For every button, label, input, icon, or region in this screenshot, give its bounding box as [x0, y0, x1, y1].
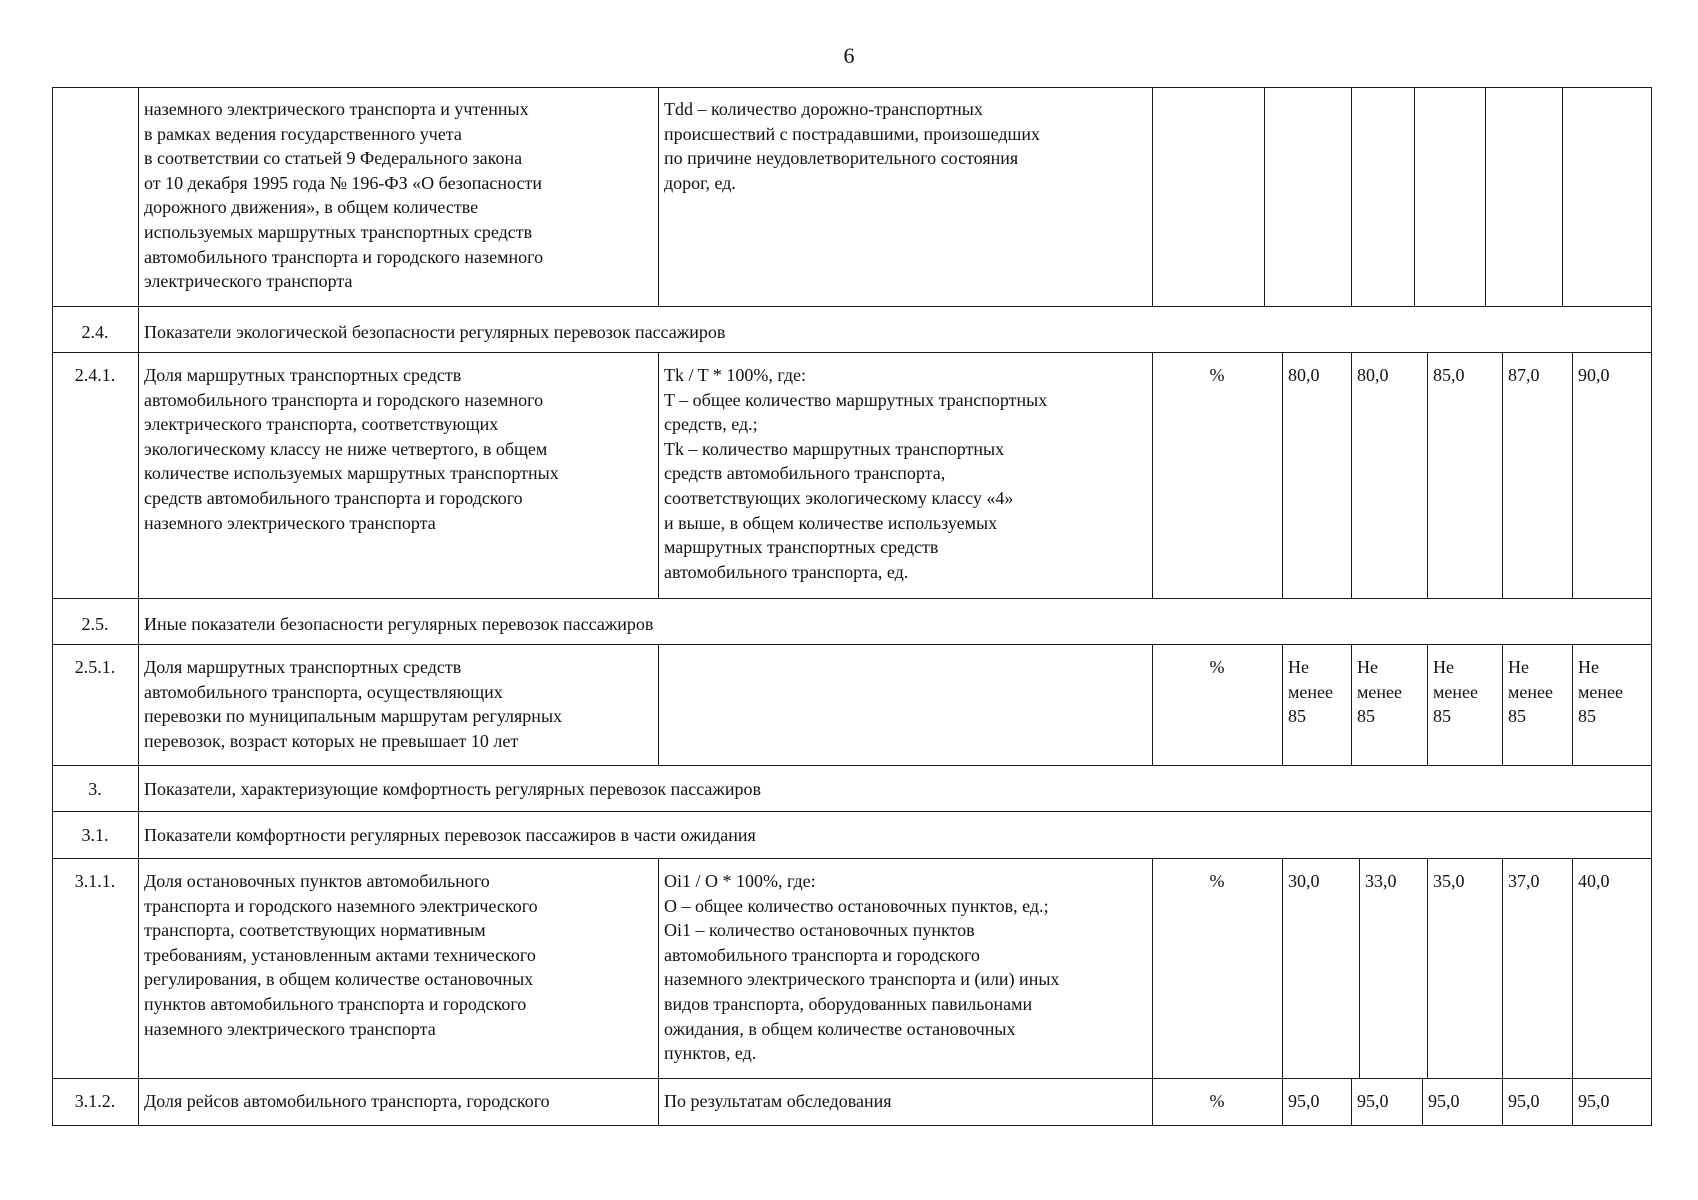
table-rule: [52, 644, 1652, 645]
value-cell: Не менее 85: [1508, 657, 1553, 727]
row-number: 3.: [88, 779, 102, 799]
value-cell: 30,0: [1288, 871, 1320, 891]
row-number: 2.5.1.: [74, 657, 116, 677]
value-cell: 95,0: [1508, 1091, 1540, 1111]
table-rule: [1427, 644, 1428, 765]
table-rule: [1502, 352, 1503, 598]
table-rule: [1572, 858, 1573, 1078]
unit: %: [1209, 1091, 1225, 1111]
value-cell: 95,0: [1428, 1091, 1460, 1111]
indicator-name: Доля остановочных пунктов автомобильного транспорта и городского наземного электрического транспорта, соответствующих нормативным требованиям, установленным актами технического регулирования, в общем количестве остановочных пунктов автомобильного транспорта и городского наземного электрического транспорта: [144, 871, 538, 1039]
table-rule: [1351, 644, 1352, 765]
row-number: 2.4.: [81, 322, 109, 342]
table-rule: [52, 87, 1652, 88]
row-number: 2.4.1.: [74, 365, 116, 385]
table-rule: [1351, 352, 1352, 598]
value-cell: 87,0: [1508, 365, 1540, 385]
table-rule: [1562, 87, 1563, 306]
indicator-name: наземного электрического транспорта и учтенных в рамках ведения государственного учета в соответствии со статьей 9 Федерального закона от 10 декабря 1995 года № 196-ФЗ «О безопасности дорожного движения», в общем количестве используемых маршрутных транспортных средств автомобильного транспорта и городского наземного электрического транспорта: [144, 99, 544, 292]
table-rule: [52, 1125, 1652, 1126]
table-rule: [1651, 87, 1652, 1126]
table-rule: [1264, 87, 1265, 306]
calculation-method: Tdd – количество дорожно-транспортных происшествий с пострадавшими, произошедших по причине неудовлетворительного состояния дорог, ед.: [664, 99, 1041, 193]
calculation-method: По результатам обследования: [664, 1091, 892, 1111]
table-rule: [1572, 1078, 1573, 1125]
table-rule: [1427, 858, 1428, 1078]
table-rule: [658, 1078, 659, 1125]
value-cell: 37,0: [1508, 871, 1540, 891]
section-title: Показатели, характеризующие комфортность регулярных перевозок пассажиров: [144, 779, 761, 799]
table-rule: [1502, 1078, 1503, 1125]
table-rule: [52, 811, 1652, 812]
value-cell: Не менее 85: [1578, 657, 1623, 727]
table-rule: [1152, 87, 1153, 306]
table-rule: [1572, 352, 1573, 598]
unit: %: [1209, 871, 1225, 891]
table-rule: [52, 87, 53, 1126]
table-rule: [52, 352, 1652, 353]
table-rule: [1282, 352, 1283, 598]
table-rule: [658, 644, 659, 765]
row-number: 3.1.1.: [74, 871, 116, 891]
table-rule: [1427, 352, 1428, 598]
value-cell: 80,0: [1357, 365, 1389, 385]
row-number: 3.1.: [81, 825, 109, 845]
table-rule: [1351, 1078, 1352, 1125]
table-rule: [658, 858, 659, 1078]
table-rule: [658, 87, 659, 306]
table-rule: [1502, 858, 1503, 1078]
table-rule: [52, 306, 1652, 307]
value-cell: Не менее 85: [1357, 657, 1402, 727]
value-cell: Не менее 85: [1433, 657, 1478, 727]
calculation-method: Oi1 / O * 100%, где: O – общее количество остановочных пунктов, ед.; Oi1 – количество остановочных пунктов автомобильного транспорта и городского наземного электрического транспорта и (или) иных видов транспорта, оборудованных павильонами ожидания, в общем количестве остановочных пунктов, ед.: [664, 871, 1060, 1064]
row-number: 3.1.2.: [74, 1091, 116, 1111]
table-rule: [1282, 644, 1283, 765]
value-cell: 95,0: [1288, 1091, 1320, 1111]
indicator-name: Доля рейсов автомобильного транспорта, городского: [144, 1091, 550, 1111]
table-rule: [1351, 87, 1352, 306]
section-title: Показатели комфортности регулярных перевозок пассажиров в части ожидания: [144, 825, 756, 845]
table-rule: [1282, 858, 1283, 1078]
table-rule: [52, 765, 1652, 766]
value-cell: 33,0: [1365, 871, 1397, 891]
table-rule: [1282, 1078, 1283, 1125]
value-cell: 95,0: [1578, 1091, 1610, 1111]
table-rule: [1359, 858, 1360, 1078]
value-cell: 35,0: [1433, 871, 1465, 891]
table-rule: [1422, 1078, 1423, 1125]
table-rule: [1502, 644, 1503, 765]
calculation-method: Tk / T * 100%, где: T – общее количество маршрутных транспортных средств, ед.; Tk – количество маршрутных транспортных средств автомобильного транспорта, соответствующих экологическому классу «4» и выше, в общем количестве используемых маршрутных транспортных средств автомобильного транспорта, ед.: [664, 365, 1048, 582]
value-cell: Не менее 85: [1288, 657, 1333, 727]
indicator-name: Доля маршрутных транспортных средств автомобильного транспорта, осуществляющих перевозки по муниципальным маршрутам регулярных перевозок, возраст которых не превышает 10 лет: [144, 657, 563, 751]
value-cell: 40,0: [1578, 871, 1610, 891]
table-rule: [1414, 87, 1415, 306]
value-cell: 80,0: [1288, 365, 1320, 385]
table-rule: [52, 598, 1652, 599]
table-rule: [1152, 352, 1153, 598]
table-rule: [1572, 644, 1573, 765]
page-number: 6: [843, 43, 855, 68]
table-rule: [658, 352, 659, 598]
value-cell: 95,0: [1357, 1091, 1389, 1111]
unit: %: [1209, 657, 1225, 677]
section-title: Иные показатели безопасности регулярных перевозок пассажиров: [144, 614, 654, 634]
value-cell: 85,0: [1433, 365, 1465, 385]
unit: %: [1209, 365, 1225, 385]
row-number: 2.5.: [81, 614, 109, 634]
table-rule: [138, 87, 139, 1126]
section-title: Показатели экологической безопасности регулярных перевозок пассажиров: [144, 322, 726, 342]
table-rule: [52, 1078, 1652, 1079]
value-cell: 90,0: [1578, 365, 1610, 385]
table-rule: [52, 858, 1652, 859]
indicator-name: Доля маршрутных транспортных средств автомобильного транспорта и городского наземного электрического транспорта, соответствующих экологическому классу не ниже четвертого, в общем количестве используемых маршрутных транспортных средств автомобильного транспорта и городского наземного электрического транспорта: [144, 365, 559, 533]
table-rule: [1485, 87, 1486, 306]
